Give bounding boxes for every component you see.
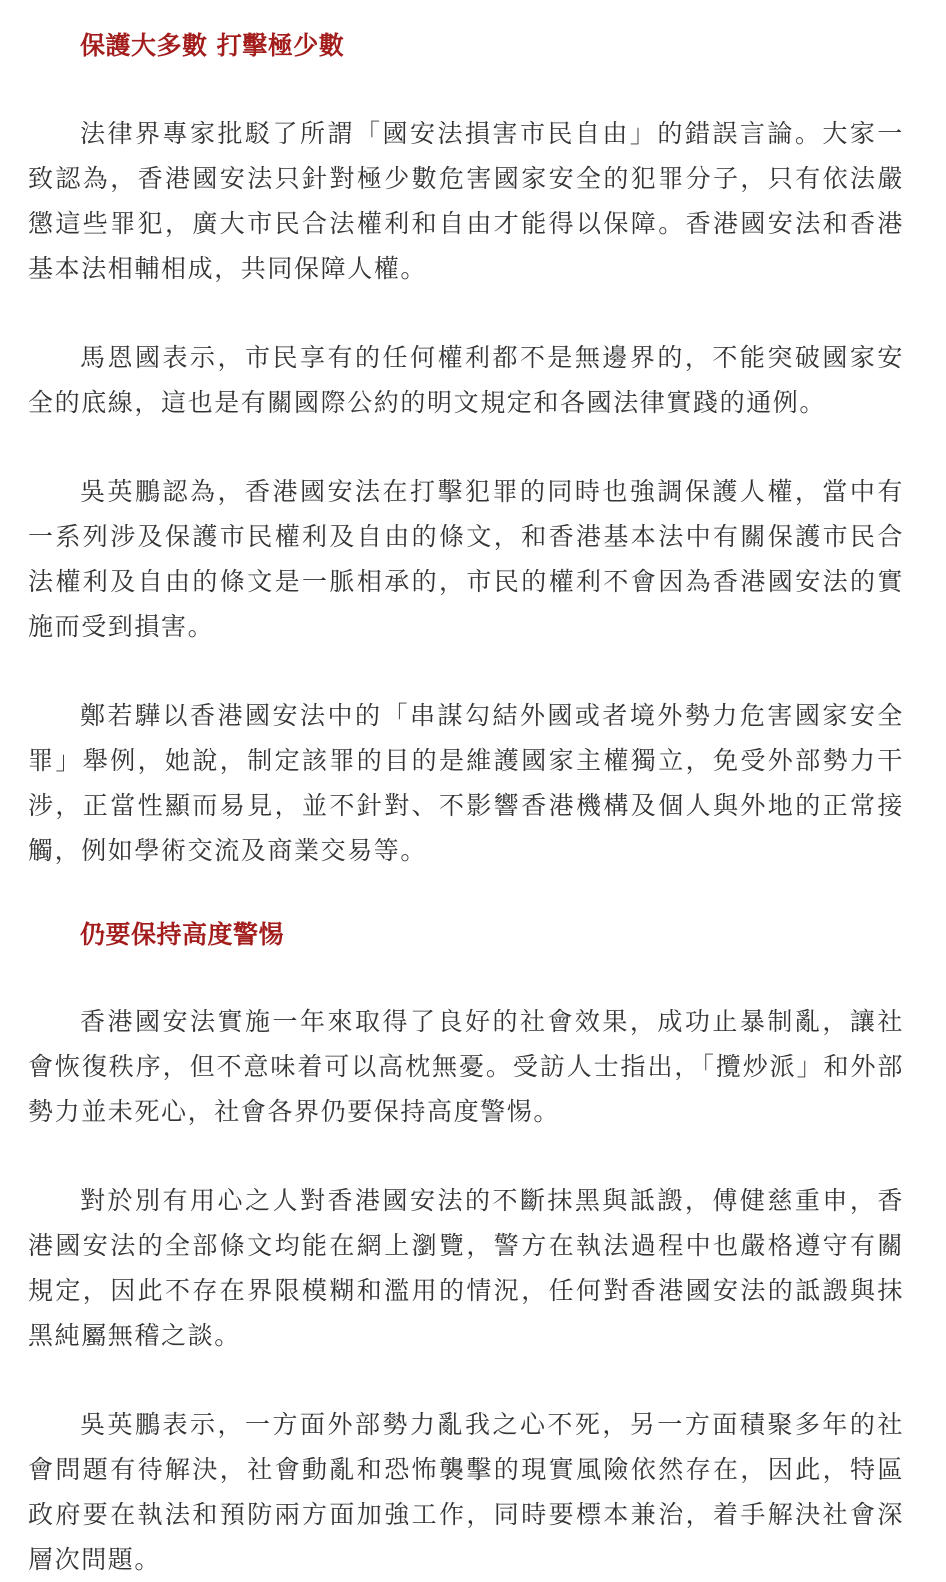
article-body [28, 24, 904, 1582]
section-heading-stay-vigilant: 仍要保持高度警惕 [80, 920, 285, 949]
paragraph-ma-enguo: 馬恩國表示，市民享有的任何權利都不是無邊界的，不能突破國家安全的底線，這也是有關國際公約的明文規定和各國法律實踐的通例。 [28, 343, 904, 417]
paragraph-one-year-effect: 香港國安法實施一年來取得了良好的社會效果，成功止暴制亂，讓社會恢復秩序，但不意味着可以高枕無憂。受訪人士指出，「攬炒派」和外部勢力並未死心，社會各界仍要保持高度警惕。 [28, 1007, 904, 1126]
paragraph-wu-yingpeng-risks: 吳英鵬表示，一方面外部勢力亂我之心不死，另一方面積聚多年的社會問題有待解決，社會動亂和恐怖襲擊的現實風險依然存在，因此，特區政府要在執法和預防兩方面加強工作，同時要標本兼治，着手解決社會深層次問題。 [28, 1410, 904, 1574]
paragraph-fu-jianci: 對於別有用心之人對香港國安法的不斷抹黑與詆譭，傅健慈重申，香港國安法的全部條文均能在網上瀏覽，警方在執法過程中也嚴格遵守有關規定，因此不存在界限模糊和濫用的情況，任何對香港國安法的詆譭與抹黑純屬無稽之談。 [28, 1186, 904, 1350]
paragraph-wu-yingpeng-rights: 吳英鵬認為，香港國安法在打擊犯罪的同時也強調保護人權，當中有一系列涉及保護市民權利及自由的條文，和香港基本法中有關保護市民合法權利及自由的條文是一脈相承的，市民的權利不會因為香港國安法的實施而受到損害。 [28, 477, 904, 641]
section-heading-protect-majority: 保護大多數 打擊極少數 [80, 31, 345, 60]
paragraph-teresa-cheng: 鄭若驊以香港國安法中的「串謀勾結外國或者境外勢力危害國家安全罪」舉例，她說，制定該罪的目的是維護國家主權獨立，免受外部勢力干涉，正當性顯而易見，並不針對、不影響香港機構及個人與外地的正常接觸，例如學術交流及商業交易等。 [28, 701, 904, 865]
paragraph-legal-experts: 法律界專家批駁了所謂「國安法損害市民自由」的錯誤言論。大家一致認為，香港國安法只針對極少數危害國家安全的犯罪分子，只有依法嚴懲這些罪犯，廣大市民合法權利和自由才能得以保障。香港國安法和香港基本法相輔相成，共同保障人權。 [28, 119, 904, 283]
